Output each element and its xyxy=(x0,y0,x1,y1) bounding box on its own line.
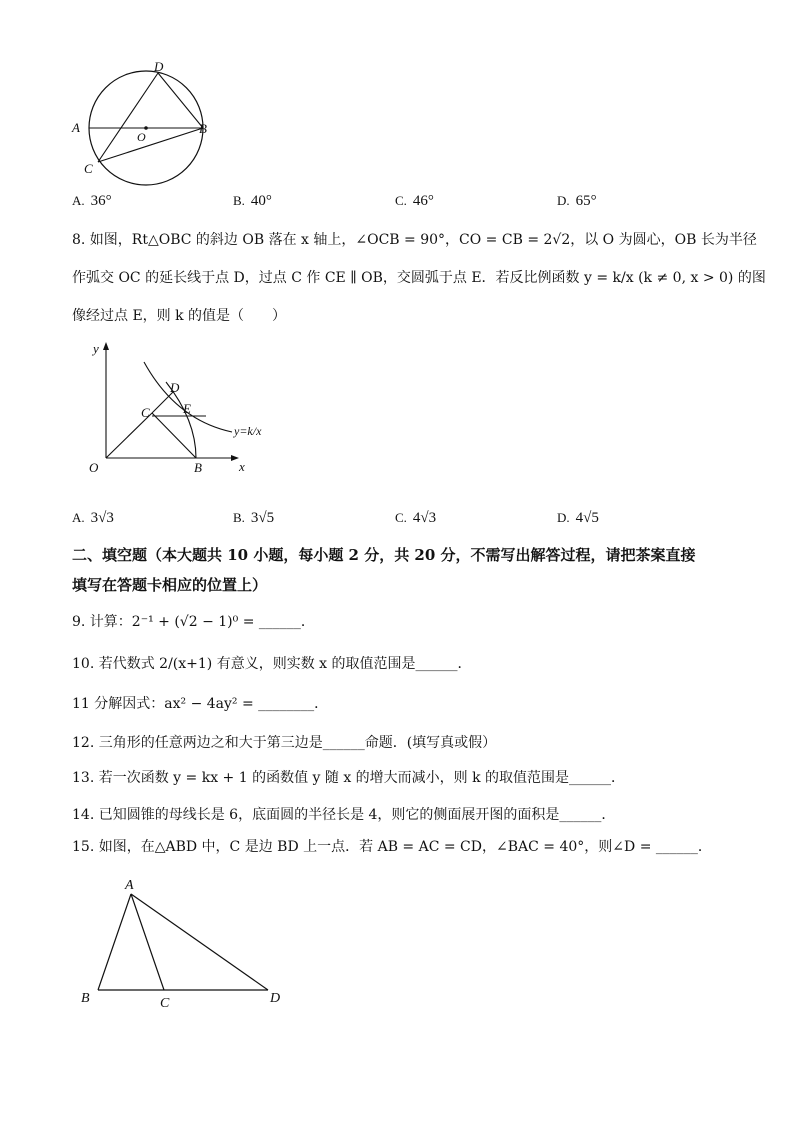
q8-option-d: D. 4√5 xyxy=(557,510,599,526)
q7-option-a: A. 36° xyxy=(72,193,112,209)
label-b: B xyxy=(199,121,207,136)
chord-cb xyxy=(98,128,203,162)
label-b: B xyxy=(81,991,90,1006)
question-13: 13. 若一次函数 y = kx + 1 的函数值 y 随 x 的增大而减小，则 k 的取值范围是______． xyxy=(72,770,626,786)
question-12: 12. 三角形的任意两边之和大于第三边是______命题．(填写真或假） xyxy=(72,735,497,751)
segment-cb xyxy=(152,413,196,458)
label-o: O xyxy=(137,130,146,144)
segment-ac xyxy=(131,894,164,990)
label-a: A xyxy=(125,878,134,893)
section-heading-line-1: 二、填空题（本大题共 10 小题，每小题 2 分，共 20 分，不需写出解答过程，请把茶案直接 xyxy=(72,546,696,564)
q8-option-b: B. 3√5 xyxy=(233,510,275,526)
label-d: D xyxy=(170,380,180,395)
q8-option-a: A. 3√3 xyxy=(72,510,114,526)
q7-option-c: C. 46° xyxy=(395,193,434,209)
label-a: A xyxy=(72,120,80,135)
x-axis-arrow xyxy=(231,455,239,461)
label-b: B xyxy=(194,460,202,475)
q8-line-1: 8. 如图，Rt△OBC 的斜边 OB 落在 x 轴上，∠OCB = 90°，CO = CB = 2√2，以 O 为圆心，OB 长为半径 xyxy=(72,232,757,248)
hyperbola xyxy=(144,362,232,432)
label-curve: y=k/x xyxy=(234,424,262,438)
label-o: O xyxy=(89,460,99,475)
question-14: 14. 已知圆锥的母线长是 6，底面圆的半径长是 4，则它的侧面展开图的面积是______． xyxy=(72,807,616,823)
segment-ab xyxy=(98,894,131,990)
triangle-figure xyxy=(76,874,296,1014)
question-11: 11 分解因式：ax² − 4ay² = ________． xyxy=(72,696,329,712)
segment-ad xyxy=(131,894,268,990)
circle-figure xyxy=(66,58,226,190)
label-y: y xyxy=(93,341,99,356)
question-9: 9. 计算：2⁻¹ + (√2 − 1)⁰ = ______． xyxy=(72,614,315,630)
label-d: D xyxy=(154,59,164,74)
question-10: 10. 若代数式 2/(x+1) 有意义，则实数 x 的取值范围是______． xyxy=(72,656,472,672)
question-15: 15. 如图，在△ABD 中，C 是边 BD 上一点．若 AB = AC = CD，∠BAC = 40°，则∠D = ______． xyxy=(72,839,712,855)
label-e: E xyxy=(183,401,191,416)
label-c: C xyxy=(141,405,150,420)
q8-line-2: 作弧交 OC 的延长线于点 D，过点 C 作 CE ∥ OB，交圆弧于点 E．若反比例函数 y = k/x (k ≠ 0, x > 0) 的图 xyxy=(72,270,766,286)
label-c: C xyxy=(160,996,170,1011)
q7-option-d: D. 65° xyxy=(557,193,597,209)
q7-option-b: B. 40° xyxy=(233,193,272,209)
y-axis-arrow xyxy=(103,342,109,350)
q8-option-c: C. 4√3 xyxy=(395,510,437,526)
q8-line-3: 像经过点 E，则 k 的值是（ ） xyxy=(72,308,287,324)
label-x: x xyxy=(239,459,245,474)
label-c: C xyxy=(84,161,93,176)
label-d: D xyxy=(270,991,281,1006)
graph-figure xyxy=(86,340,266,480)
section-heading-line-2: 填写在答题卡相应的位置上） xyxy=(72,576,268,594)
